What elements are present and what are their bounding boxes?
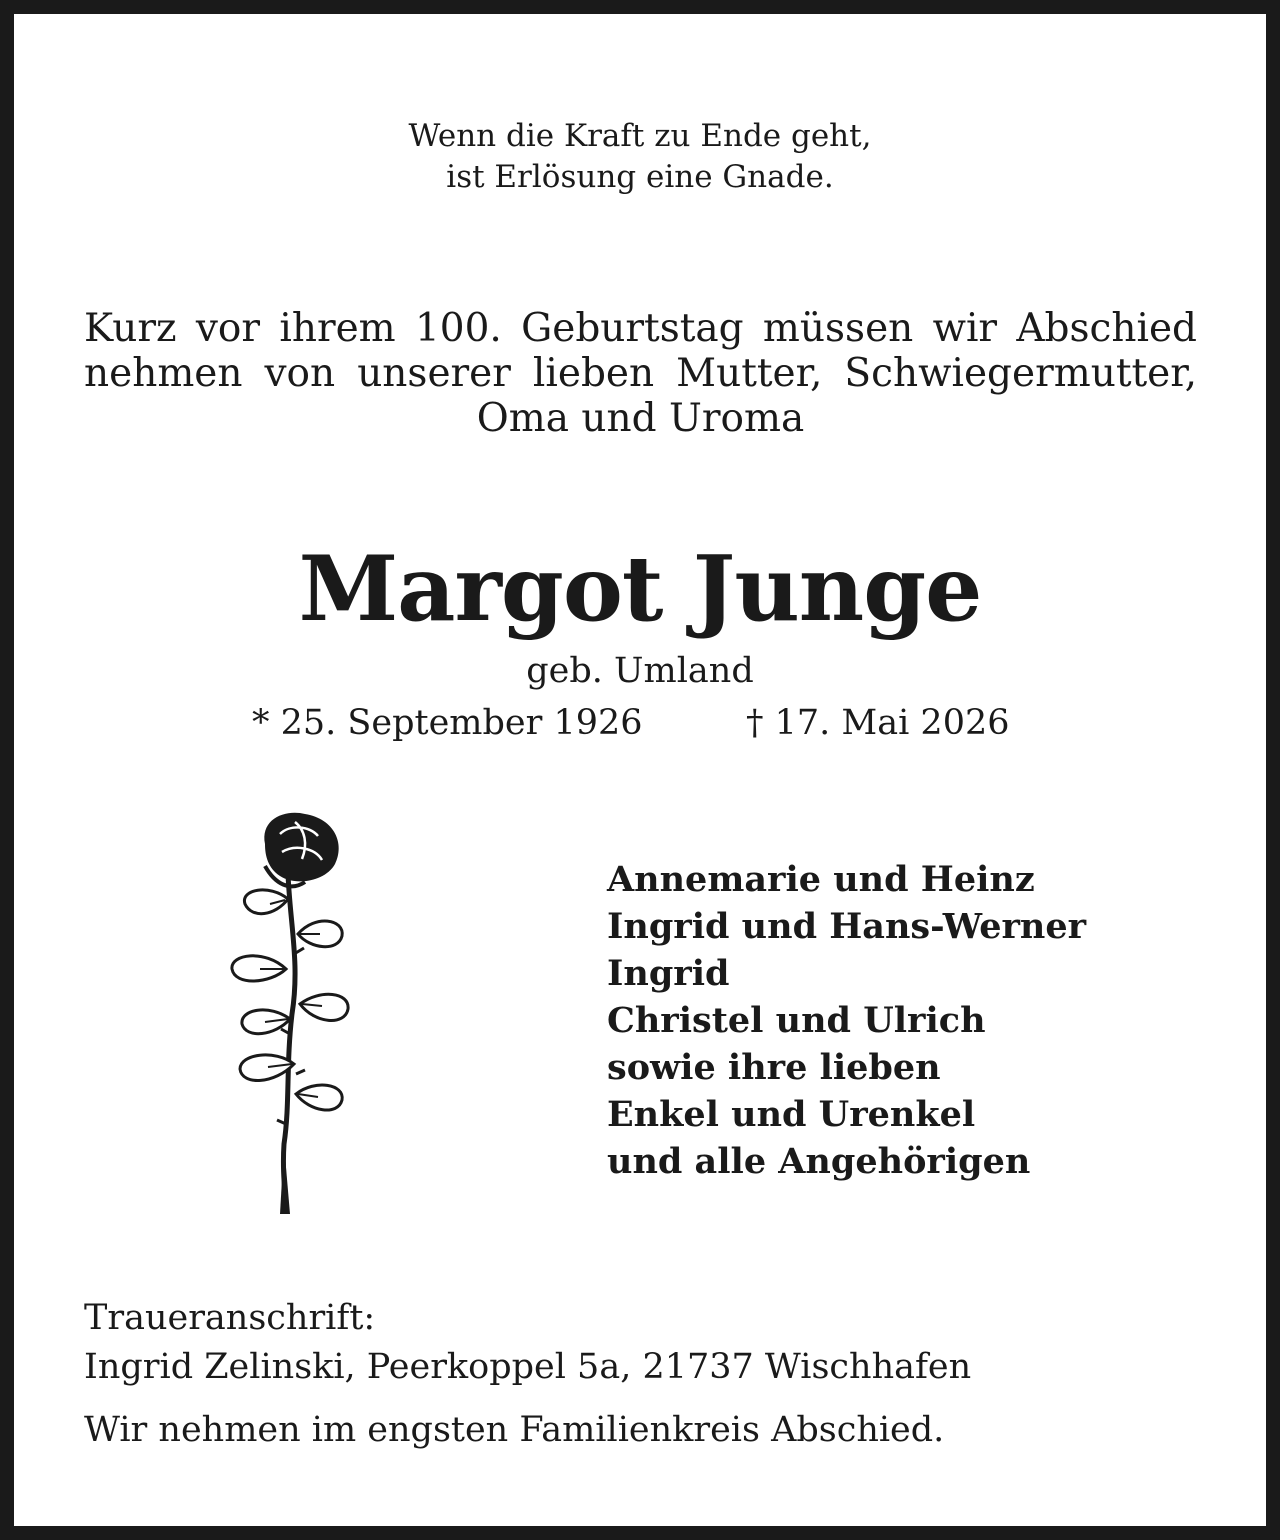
motto [14, 116, 1266, 198]
mourner-line: Annemarie und Heinz [607, 859, 1035, 900]
mourner-line: Enkel und Urenkel [607, 1094, 976, 1135]
intro-text [84, 306, 1197, 441]
mourner-line: Ingrid und Hans-Werner [607, 906, 1087, 947]
mourner-line: und alle Angehörigen [607, 1141, 1031, 1182]
mourners-list [607, 856, 1086, 1185]
obituary-notice [14, 14, 1266, 1526]
deceased-name: Margot Junge [298, 536, 982, 642]
address-label: Traueranschrift: [84, 1298, 376, 1338]
maiden-name: geb. Umland [526, 651, 754, 691]
intro-line: Oma und Uroma [476, 396, 805, 441]
death-date: † 17. Mai 2026 [746, 703, 1010, 743]
birth-date: * 25. September 1926 [252, 703, 643, 743]
mourner-line: Christel und Ulrich [607, 1000, 986, 1041]
rose-icon [210, 804, 360, 1224]
motto-line: Wenn die Kraft zu Ende geht, [408, 118, 872, 154]
closing-text: Wir nehmen im engsten Familienkreis Abschied. [84, 1410, 945, 1450]
address-value: Ingrid Zelinski, Peerkoppel 5a, 21737 Wischhafen [84, 1347, 972, 1387]
intro-line: nehmen von unserer lieben Mutter, Schwiegermutter, [84, 351, 1197, 396]
intro-line: Kurz vor ihrem 100. Geburtstag müssen wir Abschied [84, 306, 1197, 351]
mourner-line: sowie ihre lieben [607, 1047, 941, 1088]
motto-line: ist Erlösung eine Gnade. [446, 159, 834, 195]
mourner-line: Ingrid [607, 953, 730, 994]
